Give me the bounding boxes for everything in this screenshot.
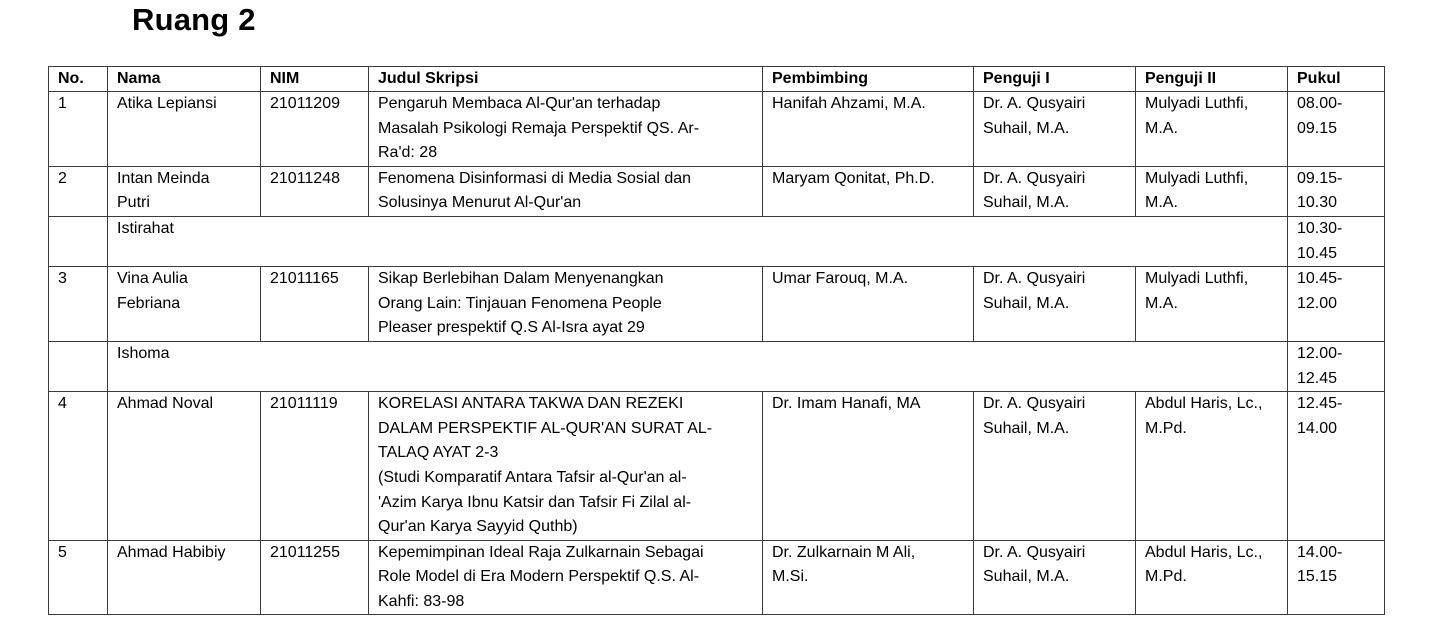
- exam-schedule-table: [48, 66, 1385, 615]
- cell-pukul: 12.45- 14.00: [1288, 392, 1385, 541]
- cell-penguji-1: Dr. A. Qusyairi Suhail, M.A.: [974, 392, 1136, 541]
- cell-nim: 21011209: [261, 92, 369, 167]
- cell-no: 2: [49, 166, 108, 216]
- cell-nama: Ahmad Habibiy: [108, 540, 261, 615]
- cell-pembimbing: Dr. Zulkarnain M Ali, M.Si.: [763, 540, 974, 615]
- cell-no: [49, 216, 108, 266]
- cell-nama: Intan Meinda Putri: [108, 166, 261, 216]
- header-no: No.: [49, 67, 108, 92]
- cell-judul: Fenomena Disinformasi di Media Sosial dan Solusinya Menurut Al-Qur'an: [369, 166, 763, 216]
- break-row: [49, 341, 1385, 391]
- cell-penguji-2: Mulyadi Luthfi, M.A.: [1136, 267, 1288, 342]
- cell-judul: KORELASI ANTARA TAKWA DAN REZEKI DALAM PERSPEKTIF AL-QUR'AN SURAT AL- TALAQ AYAT 2-3 (Studi Komparatif Antara Tafsir al-Qur'an al- 'Azim Karya Ibnu Katsir dan Tafsir Fi Zilal al- Qur'an Karya Sayyid Quthb): [369, 392, 763, 541]
- cell-pukul: 10.30- 10.45: [1288, 216, 1385, 266]
- header-penguji-1: Penguji I: [974, 67, 1136, 92]
- cell-nim: 21011119: [261, 392, 369, 541]
- cell-pembimbing: Umar Farouq, M.A.: [763, 267, 974, 342]
- header-judul: Judul Skripsi: [369, 67, 763, 92]
- cell-pukul: 09.15- 10.30: [1288, 166, 1385, 216]
- cell-nim: 21011248: [261, 166, 369, 216]
- cell-penguji-2: Abdul Haris, Lc., M.Pd.: [1136, 392, 1288, 541]
- cell-penguji-2: Mulyadi Luthfi, M.A.: [1136, 92, 1288, 167]
- cell-nama: Ahmad Noval: [108, 392, 261, 541]
- cell-no: 1: [49, 92, 108, 167]
- table-row: [49, 166, 1385, 216]
- table-row: [49, 92, 1385, 167]
- cell-penguji-1: Dr. A. Qusyairi Suhail, M.A.: [974, 166, 1136, 216]
- cell-nim: 21011255: [261, 540, 369, 615]
- cell-nama: Atika Lepiansi: [108, 92, 261, 167]
- cell-no: 4: [49, 392, 108, 541]
- cell-pembimbing: Dr. Imam Hanafi, MA: [763, 392, 974, 541]
- header-nama: Nama: [108, 67, 261, 92]
- page-title: Ruang 2: [132, 2, 256, 37]
- cell-penguji-2: Mulyadi Luthfi, M.A.: [1136, 166, 1288, 216]
- cell-pukul: 10.45- 12.00: [1288, 267, 1385, 342]
- cell-pembimbing: Hanifah Ahzami, M.A.: [763, 92, 974, 167]
- header-pembimbing: Pembimbing: [763, 67, 974, 92]
- break-label: Istirahat: [108, 216, 1288, 266]
- table-row: [49, 540, 1385, 615]
- header-pukul: Pukul: [1288, 67, 1385, 92]
- cell-penguji-1: Dr. A. Qusyairi Suhail, M.A.: [974, 92, 1136, 167]
- table-row: [49, 267, 1385, 342]
- cell-judul: Sikap Berlebihan Dalam Menyenangkan Orang Lain: Tinjauan Fenomena People Pleaser prespektif Q.S Al-Isra ayat 29: [369, 267, 763, 342]
- cell-penguji-2: Abdul Haris, Lc., M.Pd.: [1136, 540, 1288, 615]
- cell-no: [49, 341, 108, 391]
- cell-nama: Vina Aulia Febriana: [108, 267, 261, 342]
- header-penguji-2: Penguji II: [1136, 67, 1288, 92]
- cell-pukul: 08.00- 09.15: [1288, 92, 1385, 167]
- table-row: [49, 392, 1385, 541]
- cell-penguji-1: Dr. A. Qusyairi Suhail, M.A.: [974, 540, 1136, 615]
- break-row: [49, 216, 1385, 266]
- cell-judul: Kepemimpinan Ideal Raja Zulkarnain Sebagai Role Model di Era Modern Perspektif Q.S. Al- Kahfi: 83-98: [369, 540, 763, 615]
- cell-judul: Pengaruh Membaca Al-Qur'an terhadap Masalah Psikologi Remaja Perspektif QS. Ar- Ra'd: 28: [369, 92, 763, 167]
- break-label: Ishoma: [108, 341, 1288, 391]
- cell-pukul: 14.00- 15.15: [1288, 540, 1385, 615]
- cell-no: 3: [49, 267, 108, 342]
- table-header-row: [49, 67, 1385, 92]
- cell-no: 5: [49, 540, 108, 615]
- header-nim: NIM: [261, 67, 369, 92]
- cell-penguji-1: Dr. A. Qusyairi Suhail, M.A.: [974, 267, 1136, 342]
- cell-nim: 21011165: [261, 267, 369, 342]
- cell-pukul: 12.00- 12.45: [1288, 341, 1385, 391]
- cell-pembimbing: Maryam Qonitat, Ph.D.: [763, 166, 974, 216]
